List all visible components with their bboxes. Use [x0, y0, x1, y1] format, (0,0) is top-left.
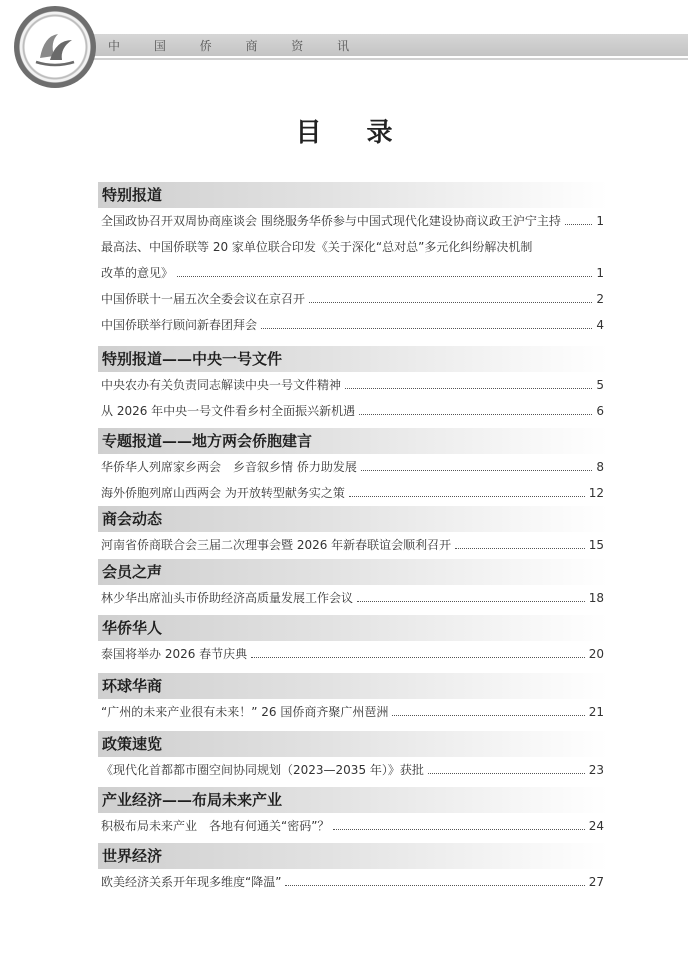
toc-section	[98, 346, 608, 424]
dot-leader	[359, 414, 592, 415]
dot-leader	[361, 470, 592, 471]
toc-entry[interactable]	[98, 372, 608, 398]
toc-entry[interactable]	[98, 532, 608, 558]
entry-title: 华侨华人列席家乡两会 乡音叙乡情 侨力助发展	[101, 460, 357, 474]
dot-leader	[455, 548, 585, 549]
entry-title: 《现代化首都都市圈空间协同规划（2023—2035 年）》获批	[101, 763, 424, 777]
dot-leader	[261, 328, 592, 329]
section-heading: 特别报道——中央一号文件	[98, 346, 608, 372]
entry-title: 欧美经济关系开年现多维度“降温”	[101, 875, 282, 889]
dot-leader	[357, 601, 585, 602]
toc-section	[98, 182, 608, 338]
dot-leader	[349, 496, 585, 497]
section-heading: 商会动态	[98, 506, 608, 532]
toc-entry[interactable]	[98, 398, 608, 424]
entry-title: 林少华出席汕头市侨助经济高质量发展工作会议	[101, 591, 354, 605]
logo-emblem-icon	[14, 6, 96, 88]
toc-entry[interactable]	[98, 699, 608, 725]
dot-leader	[251, 657, 585, 658]
page-number: 20	[588, 647, 604, 661]
section-heading: 专题报道——地方两会侨胞建言	[98, 428, 608, 454]
page-number: 24	[588, 819, 604, 833]
toc-section	[98, 615, 608, 667]
dot-leader	[333, 829, 585, 830]
toc-entry[interactable]	[98, 234, 608, 260]
page-number: 8	[596, 460, 604, 474]
page-number: 18	[588, 591, 604, 605]
page-number: 15	[588, 538, 604, 552]
section-heading: 华侨华人	[98, 615, 608, 641]
dot-leader	[392, 715, 585, 716]
page-number: 21	[588, 705, 604, 719]
header-title: 中 国 侨 商 资 讯	[108, 39, 365, 53]
section-heading: 世界经济	[98, 843, 608, 869]
toc-entry[interactable]	[98, 585, 608, 611]
dot-leader	[309, 302, 592, 303]
page-number: 1	[596, 214, 604, 228]
toc-entry[interactable]	[98, 208, 608, 234]
dot-leader	[428, 773, 585, 774]
entry-title: “广州的未来产业很有未来！” 26 国侨商齐聚广州琶洲	[101, 705, 389, 719]
entry-title: 改革的意见》	[101, 266, 174, 280]
page-title: 目 录	[295, 118, 411, 148]
dot-leader	[285, 885, 585, 886]
page-number: 1	[596, 266, 604, 280]
entry-title: 河南省侨商联合会三届二次理事会暨 2026 年新春联谊会顺利召开	[101, 538, 452, 552]
page-number: 27	[588, 875, 604, 889]
page-number: 5	[596, 378, 604, 392]
toc-section	[98, 673, 608, 725]
section-heading: 产业经济——布局未来产业	[98, 787, 608, 813]
page-number: 23	[588, 763, 604, 777]
page-header	[0, 0, 688, 90]
toc-entry[interactable]	[98, 813, 608, 839]
toc-entry[interactable]	[98, 757, 608, 783]
toc-entry[interactable]	[98, 641, 608, 667]
dot-leader	[177, 276, 592, 277]
entry-title: 中国侨联举行顾问新春团拜会	[101, 318, 258, 332]
entry-title: 中国侨联十一届五次全委会议在京召开	[101, 292, 306, 306]
toc-section	[98, 559, 608, 611]
section-heading: 特别报道	[98, 182, 608, 208]
header-divider	[46, 58, 688, 72]
entry-title: 泰国将举办 2026 春节庆典	[101, 647, 248, 661]
toc-section	[98, 428, 608, 506]
entry-title: 积极布局未来产业 各地有何通关“密码”？	[101, 819, 330, 833]
dot-leader	[345, 388, 592, 389]
toc-entry[interactable]	[98, 869, 608, 895]
toc-section	[98, 731, 608, 783]
entry-title: 从 2026 年中央一号文件看乡村全面振兴新机遇	[101, 404, 356, 418]
toc-section	[98, 506, 608, 558]
federation-logo	[14, 6, 96, 88]
section-heading: 会员之声	[98, 559, 608, 585]
section-heading: 环球华商	[98, 673, 608, 699]
page-number: 6	[596, 404, 604, 418]
page-number: 4	[596, 318, 604, 332]
page-number: 12	[588, 486, 604, 500]
entry-title: 最高法、中国侨联等 20 家单位联合印发《关于深化“总对总”多元化纠纷解决机制	[101, 240, 533, 254]
dot-leader	[565, 224, 592, 225]
toc-section	[98, 843, 608, 895]
toc-entry[interactable]	[98, 260, 608, 286]
toc-entry[interactable]	[98, 454, 608, 480]
entry-title: 中央农办有关负责同志解读中央一号文件精神	[101, 378, 342, 392]
entry-title: 海外侨胞列席山西两会 为开放转型献务实之策	[101, 486, 345, 500]
entry-title: 全国政协召开双周协商座谈会 围绕服务华侨参与中国式现代化建设协商议政王沪宁主持	[101, 214, 561, 228]
toc-section	[98, 787, 608, 839]
section-heading: 政策速览	[98, 731, 608, 757]
toc-entry[interactable]	[98, 312, 608, 338]
page-number: 2	[596, 292, 604, 306]
toc-entry[interactable]	[98, 286, 608, 312]
toc-entry[interactable]	[98, 480, 608, 506]
